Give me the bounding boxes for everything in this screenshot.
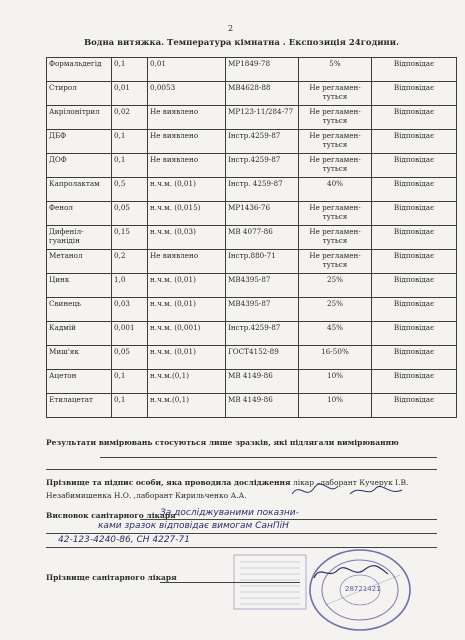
cell-conclusion: Відповідає bbox=[372, 82, 457, 106]
cell-percent: 45% bbox=[299, 322, 372, 346]
cell-name: ДБФ bbox=[47, 130, 112, 154]
cell-name: Ацетон bbox=[47, 370, 112, 394]
cell-conclusion: Відповідає bbox=[372, 202, 457, 226]
cell-percent: Не регламен-туться bbox=[299, 250, 372, 274]
cell-percent: 16-50% bbox=[299, 346, 372, 370]
cell-percent: 5% bbox=[299, 58, 372, 82]
cell-conclusion: Відповідає bbox=[372, 298, 457, 322]
cell-norm: 0,05 bbox=[112, 202, 148, 226]
table-row bbox=[47, 58, 457, 82]
cell-name: Метанол bbox=[47, 250, 112, 274]
cell-method: МР123-11/284-77 bbox=[226, 106, 299, 130]
table-row bbox=[47, 274, 457, 298]
cell-norm: 0,15 bbox=[112, 226, 148, 250]
cell-norm: 0,2 bbox=[112, 250, 148, 274]
cell-norm: 0,02 bbox=[112, 106, 148, 130]
table-row bbox=[47, 298, 457, 322]
conclusion-handwriting-1: За досліджуваними показни- bbox=[160, 508, 299, 518]
cell-norm: 0,1 bbox=[112, 58, 148, 82]
cell-found: 0,0053 bbox=[148, 82, 226, 106]
conclusion-handwriting-2: ками зразок відповідає вимогам СанПіН bbox=[98, 521, 289, 531]
table-row bbox=[47, 226, 457, 250]
stamp-number: 28721421 bbox=[345, 585, 381, 593]
page-number: 2 bbox=[228, 24, 234, 33]
cell-name: Дифеніл-гуанідін bbox=[47, 226, 112, 250]
table-row bbox=[47, 202, 457, 226]
cell-method: МР1849-78 bbox=[226, 58, 299, 82]
cell-name: Кадмій bbox=[47, 322, 112, 346]
cell-method: МР1436-76 bbox=[226, 202, 299, 226]
table-row bbox=[47, 322, 457, 346]
cell-percent: 10% bbox=[299, 394, 372, 418]
cell-conclusion: Відповідає bbox=[372, 274, 457, 298]
conclusion-rule-1 bbox=[140, 519, 437, 520]
cell-method: Інстр.4259-87 bbox=[226, 322, 299, 346]
cell-method: Інстр.4259-87 bbox=[226, 154, 299, 178]
cell-norm: 0,01 bbox=[112, 82, 148, 106]
cell-conclusion: Відповідає bbox=[372, 178, 457, 202]
doctor-signature bbox=[312, 560, 392, 584]
cell-conclusion: Відповідає bbox=[372, 346, 457, 370]
cell-method: МВ 4149-86 bbox=[226, 394, 299, 418]
cell-name: Цинк bbox=[47, 274, 112, 298]
cell-norm: 0,1 bbox=[112, 154, 148, 178]
cell-method: МВ4395-87 bbox=[226, 298, 299, 322]
cell-method: МВ4395-87 bbox=[226, 274, 299, 298]
cell-norm: 1,0 bbox=[112, 274, 148, 298]
cell-percent: 25% bbox=[299, 298, 372, 322]
cell-method: МВ4628-88 bbox=[226, 82, 299, 106]
cell-found: Не виявлено bbox=[148, 154, 226, 178]
table-row bbox=[47, 106, 457, 130]
note-text: Результати вимірювань стосуються лише зразків, які підлягали вимірюванню bbox=[46, 438, 399, 447]
cell-found: н.ч.м. (0,03) bbox=[148, 226, 226, 250]
cell-name: Формальдегід bbox=[47, 58, 112, 82]
results-note bbox=[46, 438, 437, 448]
cell-conclusion: Відповідає bbox=[372, 250, 457, 274]
cell-found: 0,01 bbox=[148, 58, 226, 82]
cell-conclusion: Відповідає bbox=[372, 370, 457, 394]
table-row bbox=[47, 82, 457, 106]
cell-percent: Не регламен-туться bbox=[299, 202, 372, 226]
cell-percent: 40% bbox=[299, 178, 372, 202]
cell-norm: 0,05 bbox=[112, 346, 148, 370]
cell-norm: 0,1 bbox=[112, 394, 148, 418]
cell-norm: 0,1 bbox=[112, 370, 148, 394]
table-heading: Водна витяжка. Температура кімнатна . Експозиція 24години. bbox=[83, 38, 400, 48]
table-row bbox=[47, 394, 457, 418]
cell-found: н.ч.м. (0,001) bbox=[148, 322, 226, 346]
signature-rule bbox=[160, 582, 300, 583]
cell-name: Капролактам bbox=[47, 178, 112, 202]
cell-method: Інстр.880-71 bbox=[226, 250, 299, 274]
cell-conclusion: Відповідає bbox=[372, 130, 457, 154]
persons-line2: Незабимишенка Н.О. ,лаборант Кирильченко А.А. bbox=[46, 491, 247, 500]
table-row bbox=[47, 154, 457, 178]
cell-percent: Не регламен-туться bbox=[299, 106, 372, 130]
cell-found: н.ч.м. (0,01) bbox=[148, 274, 226, 298]
cell-name: Фенол bbox=[47, 202, 112, 226]
table-row bbox=[47, 346, 457, 370]
cell-name: Миш'як bbox=[47, 346, 112, 370]
cell-name: Етилацетат bbox=[47, 394, 112, 418]
cell-found: н.ч.м. (0,01) bbox=[148, 346, 226, 370]
cell-found: н.ч.м.(0,1) bbox=[148, 370, 226, 394]
cell-method: МВ 4077-86 bbox=[226, 226, 299, 250]
cell-name: ДОФ bbox=[47, 154, 112, 178]
persons-label: Прізвище та підпис особи, яка проводила дослідження bbox=[46, 478, 291, 487]
cell-found: Не виявлено bbox=[148, 106, 226, 130]
conclusion-rule-2 bbox=[46, 533, 437, 534]
table-row bbox=[47, 250, 457, 274]
cell-method: ГОСТ4152-89 bbox=[226, 346, 299, 370]
persons-line1: лікар –лаборант Кучерук І.В. bbox=[292, 478, 409, 487]
table-row bbox=[47, 178, 457, 202]
cell-norm: 0,03 bbox=[112, 298, 148, 322]
cell-percent: 25% bbox=[299, 274, 372, 298]
cell-method: Інстр. 4259-87 bbox=[226, 178, 299, 202]
cell-percent: 10% bbox=[299, 370, 372, 394]
persons-signature bbox=[290, 480, 410, 502]
cell-conclusion: Відповідає bbox=[372, 106, 457, 130]
cell-conclusion: Відповідає bbox=[372, 226, 457, 250]
cell-percent: Не регламен-туться bbox=[299, 154, 372, 178]
signature-label: Прізвище санітарного лікаря bbox=[46, 573, 177, 582]
cell-norm: 0,001 bbox=[112, 322, 148, 346]
cell-found: Не виявлено bbox=[148, 250, 226, 274]
cell-found: н.ч.м.(0,1) bbox=[148, 394, 226, 418]
cell-conclusion: Відповідає bbox=[372, 394, 457, 418]
conclusion-handwriting-3: 42-123-4240-86, СН 4227-71 bbox=[58, 535, 190, 545]
note-rule bbox=[100, 457, 437, 458]
cell-percent: Не регламен-туться bbox=[299, 82, 372, 106]
cell-conclusion: Відповідає bbox=[372, 58, 457, 82]
conclusion-label: Висновок санітарного лікаря bbox=[46, 511, 176, 520]
cell-method: Інстр.4259-87 bbox=[226, 130, 299, 154]
cell-found: Не виявлено bbox=[148, 130, 226, 154]
table-row bbox=[47, 370, 457, 394]
cell-norm: 0,5 bbox=[112, 178, 148, 202]
cell-norm: 0,1 bbox=[112, 130, 148, 154]
cell-found: н.ч.м. (0,015) bbox=[148, 202, 226, 226]
separator-rule bbox=[46, 469, 437, 470]
cell-found: н.ч.м. (0,01) bbox=[148, 298, 226, 322]
cell-conclusion: Відповідає bbox=[372, 154, 457, 178]
cell-found: н.ч.м. (0,01) bbox=[148, 178, 226, 202]
cell-percent: Не регламен-туться bbox=[299, 130, 372, 154]
results-table bbox=[46, 57, 457, 418]
table-row bbox=[47, 130, 457, 154]
cell-name: Свинець bbox=[47, 298, 112, 322]
cell-name: Акрілонітрил bbox=[47, 106, 112, 130]
cell-percent: Не регламен-туться bbox=[299, 226, 372, 250]
cell-method: МВ 4149-86 bbox=[226, 370, 299, 394]
cell-conclusion: Відповідає bbox=[372, 322, 457, 346]
cell-name: Стирол bbox=[47, 82, 112, 106]
